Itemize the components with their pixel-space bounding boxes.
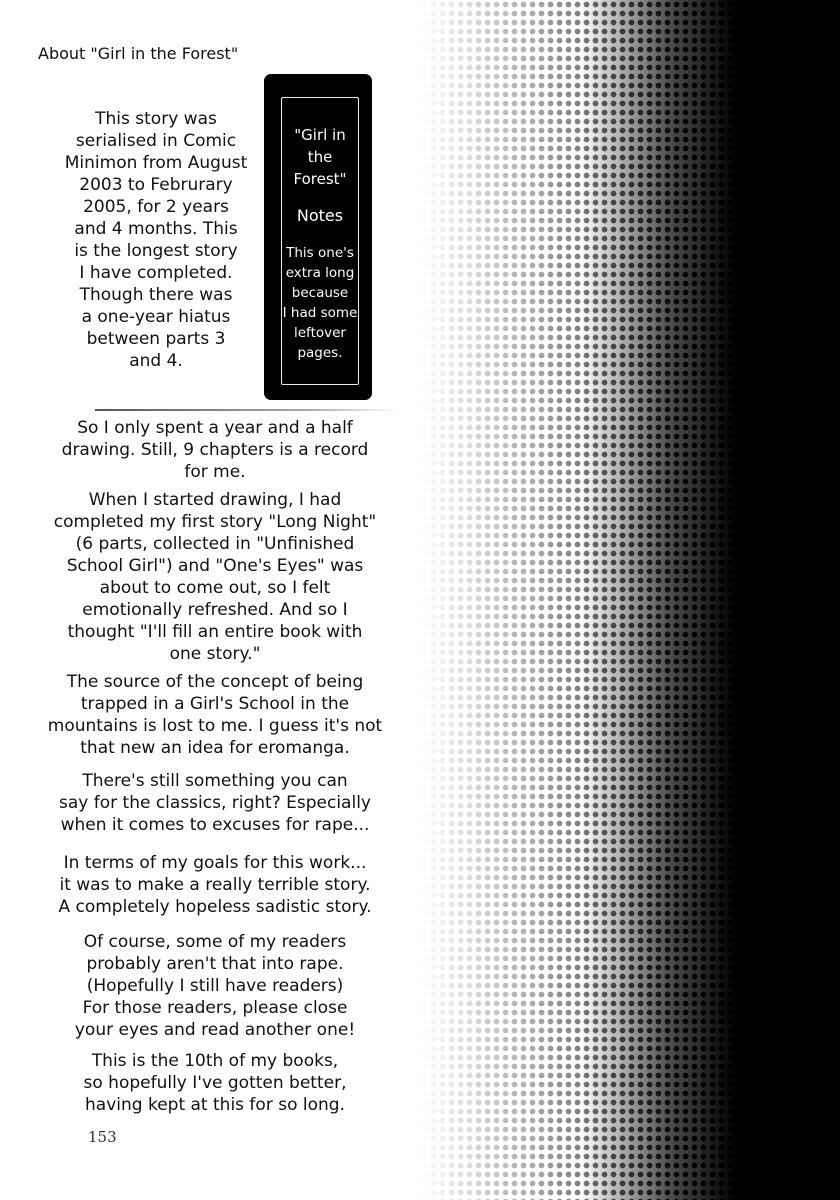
paragraph-line: trapped in a Girl's School in the <box>80 694 350 714</box>
paragraph-concept-source <box>20 671 410 759</box>
paragraph-line: emotionally refreshed. And so I <box>82 600 348 620</box>
divider-line <box>95 409 400 411</box>
intro-line: between parts 3 <box>86 329 226 349</box>
notes-box-inner <box>281 97 359 385</box>
paragraph-line: For those readers, please close <box>82 998 348 1018</box>
paragraph-line: This is the 10th of my books, <box>91 1051 339 1071</box>
notes-title <box>282 124 358 190</box>
paragraph-readers <box>20 931 410 1041</box>
paragraph-line: probably aren't that into rape. <box>86 954 344 974</box>
page-heading: About "Girl in the Forest" <box>38 44 239 63</box>
paragraph-line: completed my first story "Long Night" <box>53 512 377 532</box>
notes-body-line: pages. <box>297 345 343 361</box>
intro-line: serialised in Comic <box>75 131 237 151</box>
paragraph-started-drawing <box>20 489 410 665</box>
paragraph-tenth-book <box>20 1050 410 1116</box>
paragraph-goals <box>20 852 410 918</box>
notes-title-line: the <box>307 148 333 166</box>
notes-title-line: Forest" <box>293 170 347 188</box>
paragraph-line: it was to make a really terrible story. <box>59 875 371 895</box>
notes-label: Notes <box>296 206 344 225</box>
paragraph-line: (6 parts, collected in "Unfinished <box>75 534 355 554</box>
paragraph-line: that new an idea for eromanga. <box>80 738 350 758</box>
intro-line: 2005, for 2 years <box>83 197 229 217</box>
intro-line: and 4. <box>129 351 183 371</box>
dark-edge-gradient <box>580 0 840 1200</box>
notes-body-line: This one's <box>286 245 354 261</box>
paragraph-line: your eyes and read another one! <box>74 1020 356 1040</box>
intro-line: is the longest story <box>74 241 238 261</box>
paragraph-line: thought "I'll fill an entire book with <box>67 622 363 642</box>
paragraph-line: say for the classics, right? Especially <box>59 793 371 813</box>
paragraph-line: when it comes to excuses for rape... <box>60 815 370 835</box>
intro-line: and 4 months. This <box>74 219 238 239</box>
paragraph-line: so hopefully I've gotten better, <box>83 1073 347 1093</box>
paragraph-line: (Hopefully I still have readers) <box>86 976 344 996</box>
paragraph-classics <box>20 770 410 836</box>
paragraph-line: having kept at this for so long. <box>85 1095 345 1115</box>
paragraph-line: mountains is lost to me. I guess it's not <box>47 716 383 736</box>
paragraph-line: one story." <box>169 644 261 664</box>
paragraph-line: There's still something you can <box>82 771 348 791</box>
notes-body-line: leftover <box>294 325 346 341</box>
intro-line: 2003 to Februrary <box>79 175 233 195</box>
paragraph-line: for me. <box>184 462 246 482</box>
paragraph-line: The source of the concept of being <box>66 672 364 692</box>
paragraph-line: So I only spent a year and a half <box>77 418 353 438</box>
intro-line: Minimon from August <box>64 153 248 173</box>
intro-paragraph <box>56 108 256 372</box>
intro-line: I have completed. <box>79 263 233 283</box>
paragraph-line: about to come out, so I felt <box>99 578 331 598</box>
paragraph-spent-drawing <box>20 417 410 483</box>
paragraph-line: When I started drawing, I had <box>88 490 342 510</box>
page-number: 153 <box>88 1128 117 1146</box>
paragraph-line: In terms of my goals for this work... <box>63 853 367 873</box>
notes-body-line: I had some <box>282 305 358 321</box>
paragraph-line: drawing. Still, 9 chapters is a record <box>61 440 369 460</box>
paragraph-line: School Girl") and "One's Eyes" was <box>66 556 364 576</box>
intro-line: Though there was <box>79 285 233 305</box>
intro-line: This story was <box>95 109 217 129</box>
notes-body-line: extra long <box>285 265 355 281</box>
intro-line: a one-year hiatus <box>81 307 231 327</box>
notes-title-line: "Girl in <box>294 126 346 144</box>
paragraph-line: A completely hopeless sadistic story. <box>58 897 372 917</box>
notes-body-line: because <box>291 285 349 301</box>
notes-body <box>282 243 358 363</box>
paragraph-line: Of course, some of my readers <box>83 932 347 952</box>
